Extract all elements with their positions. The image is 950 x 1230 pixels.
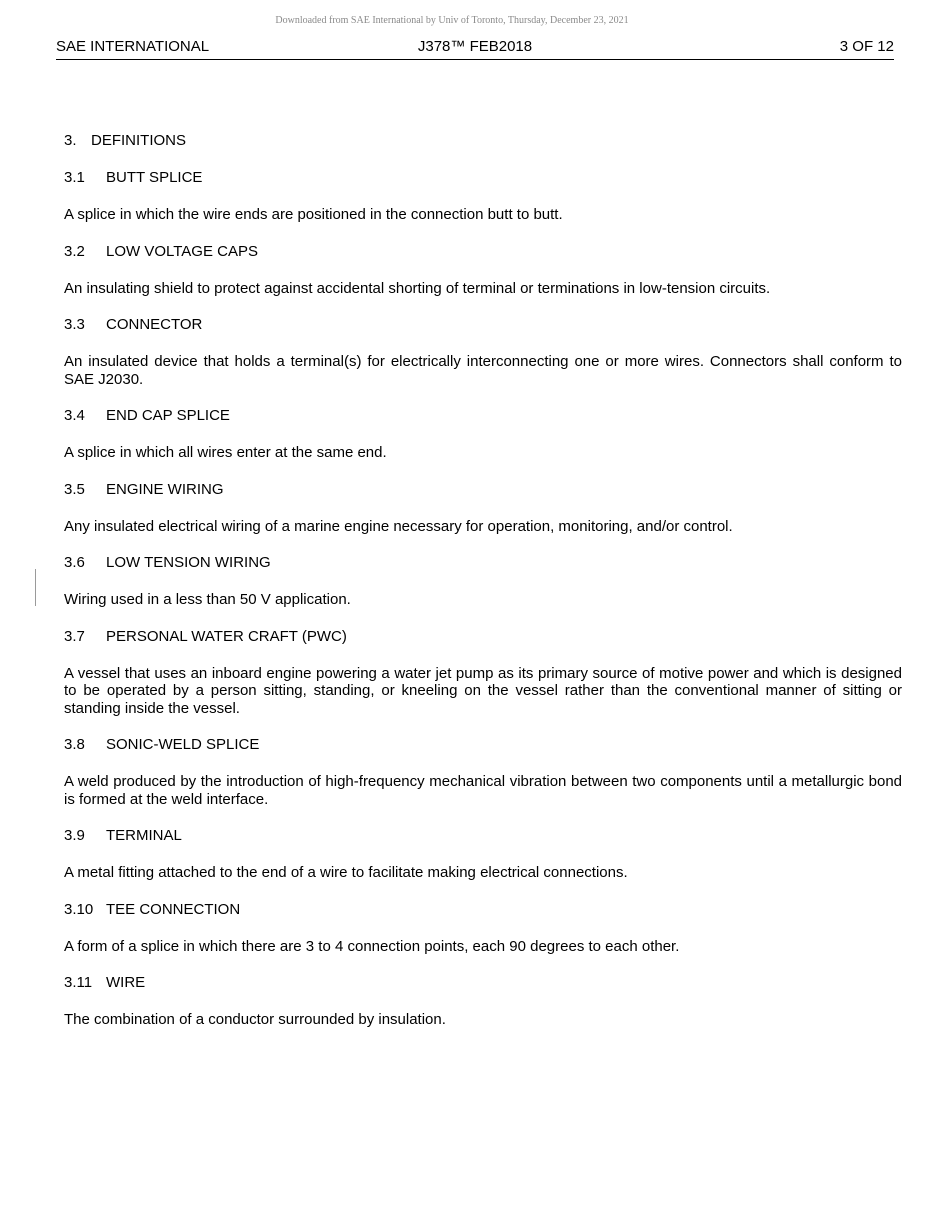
download-watermark: Downloaded from SAE International by Univ of Toronto, Thursday, December 23, 2021: [275, 15, 629, 26]
definition-heading: [64, 628, 902, 646]
section-heading: [64, 132, 902, 150]
definition-text: A form of a splice in which there are 3 to 4 connection points, each 90 degrees to each other.: [64, 937, 680, 955]
definition-term: BUTT SPLICE: [106, 169, 203, 186]
definition-term: END CAP SPLICE: [106, 407, 230, 424]
definition-3-2: [64, 243, 902, 298]
definition-number: 3.7: [64, 627, 85, 645]
definition-heading: [64, 407, 902, 425]
definition-heading: [64, 974, 902, 992]
definition-3-6: [64, 554, 902, 609]
definition-3-3: [64, 316, 902, 388]
definition-3-8: [64, 736, 902, 808]
page-header: [56, 38, 894, 60]
definition-term: ENGINE WIRING: [106, 480, 224, 498]
definition-text: A vessel that uses an inboard engine powering a water jet pump as its primary source of motive power and which is designed to be operated by a person sitting, standing, or kneeling on the vessel rather than the conventional manner of sitting or standing inside the vessel.: [64, 664, 902, 717]
definition-number: 3.3: [64, 316, 85, 333]
definition-number: 3.2: [64, 242, 85, 260]
definition-heading: [64, 827, 902, 845]
definition-text: A weld produced by the introduction of high-frequency mechanical vibration between two components until a metallurgic bond is formed at the weld interface.: [64, 773, 902, 808]
definition-text: A splice in which all wires enter at the same end.: [64, 444, 387, 461]
definition-number: 3.6: [64, 554, 85, 571]
definition-term: TERMINAL: [106, 827, 182, 844]
definition-term: LOW VOLTAGE CAPS: [106, 242, 258, 260]
definition-text: Any insulated electrical wiring of a marine engine necessary for operation, monitoring, and/or control.: [64, 517, 733, 535]
header-page-number: 3 OF 12: [839, 38, 894, 55]
definition-text: The combination of a conductor surrounded by insulation.: [64, 1011, 446, 1028]
definition-term: LOW TENSION WIRING: [106, 554, 271, 571]
header-document-id: J378™ FEB2018: [417, 38, 533, 55]
definition-term: TEE CONNECTION: [106, 900, 241, 918]
definition-heading: [64, 901, 902, 919]
header-organization: SAE INTERNATIONAL: [56, 38, 210, 55]
definition-3-10: [64, 901, 902, 956]
change-bar: [35, 569, 36, 606]
section-number: 3.: [64, 132, 77, 149]
definition-3-9: [64, 827, 902, 882]
definition-3-5: [64, 481, 902, 536]
definition-heading: [64, 554, 902, 572]
definition-term: WIRE: [106, 974, 146, 991]
definition-number: 3.8: [64, 736, 85, 753]
definition-heading: [64, 316, 902, 334]
definition-heading: [64, 243, 902, 261]
definition-number: 3.10: [64, 900, 94, 918]
definition-number: 3.5: [64, 480, 85, 498]
definition-text: A splice in which the wire ends are positioned in the connection butt to butt.: [64, 206, 563, 223]
section-title: DEFINITIONS: [91, 132, 187, 149]
document-body: [64, 132, 902, 1048]
definition-number: 3.9: [64, 827, 85, 844]
definition-term: PERSONAL WATER CRAFT (PWC): [106, 627, 347, 645]
definition-number: 3.1: [64, 169, 85, 186]
definition-heading: [64, 481, 902, 499]
definition-3-1: [64, 169, 902, 224]
definition-text: A metal fitting attached to the end of a wire to facilitate making electrical connections.: [64, 864, 628, 881]
definition-3-4: [64, 407, 902, 462]
definition-term: SONIC-WELD SPLICE: [106, 736, 260, 753]
definition-3-7: [64, 628, 902, 718]
definition-term: CONNECTOR: [106, 316, 203, 333]
definition-number: 3.11: [64, 974, 93, 991]
definition-heading: [64, 736, 902, 754]
definition-3-11: [64, 974, 902, 1029]
definition-text: Wiring used in a less than 50 V application.: [64, 591, 351, 608]
definition-text: An insulated device that holds a terminal(s) for electrically interconnecting one or more wires. Connectors shall conform to SAE J2030.: [64, 353, 902, 388]
definition-heading: [64, 169, 902, 187]
definition-text: An insulating shield to protect against accidental shorting of terminal or terminations in low-tension circuits.: [64, 279, 771, 297]
definition-number: 3.4: [64, 407, 85, 424]
